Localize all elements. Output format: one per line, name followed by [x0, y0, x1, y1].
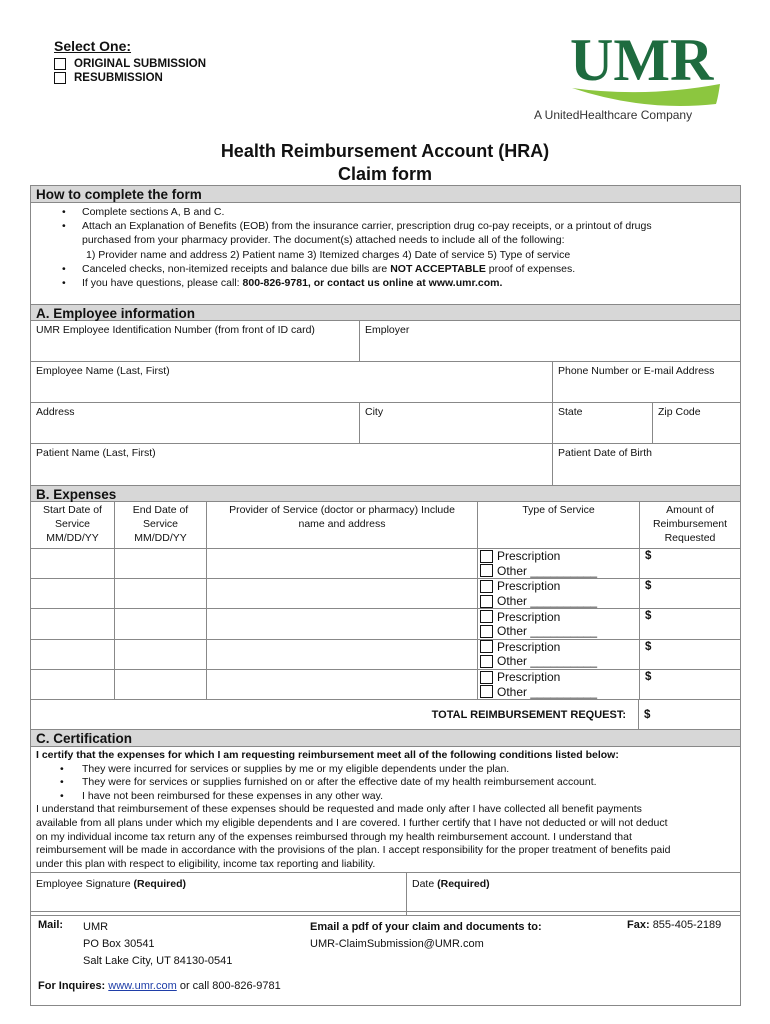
section-a-heading: A. Employee information	[31, 304, 740, 321]
prescription-label: Prescription	[497, 549, 561, 564]
date-field[interactable]: Date (Required)	[412, 877, 490, 890]
start-date-input[interactable]	[31, 609, 115, 638]
form-title	[0, 140, 770, 186]
other-option[interactable]	[480, 594, 639, 609]
prescription-label: Prescription	[497, 639, 561, 654]
resubmission-option[interactable]	[54, 71, 206, 85]
other-option[interactable]	[480, 684, 639, 699]
claim-form	[30, 185, 741, 916]
certification-intro: I certify that the expenses for which I am requesting reimbursement meet all of the following conditions listed below:	[36, 748, 619, 761]
howto-item: • Attach an Explanation of Benefits (EOB) from the insurance carrier, prescription drug co-pay receipts, or a printout of drugs	[31, 219, 740, 233]
expense-row	[31, 549, 740, 579]
prescription-label: Prescription	[497, 579, 561, 594]
prescription-label: Prescription	[497, 609, 561, 624]
signature-row	[31, 872, 740, 915]
type-of-service-cell	[478, 670, 640, 699]
amount-input[interactable]: $	[645, 580, 652, 593]
prescription-option[interactable]	[480, 579, 639, 594]
original-submission-option[interactable]	[54, 57, 206, 71]
howto-item: • Canceled checks, non-itemized receipts and balance due bills are NOT ACCEPTABLE proof of expenses.	[31, 262, 740, 276]
end-date-input[interactable]	[115, 670, 207, 699]
certification-para: reimbursement will be made in accordance with the provisions of the plan. I accept responsibility for the proper treatment of benefits paid	[36, 844, 671, 857]
expense-rows	[31, 549, 740, 700]
col-type: Type of Service	[478, 502, 640, 548]
provider-input[interactable]	[207, 549, 478, 578]
section-a-row-3	[31, 403, 740, 444]
employer-field[interactable]: Employer	[365, 324, 410, 336]
certification-item: • I have not been reimbursed for these expenses in any other way.	[36, 790, 735, 804]
fax-number: 855-405-2189	[652, 919, 722, 931]
other-option[interactable]	[480, 624, 639, 639]
inquiries-line	[38, 980, 281, 992]
original-submission-label: ORIGINAL SUBMISSION	[74, 58, 207, 70]
umr-id-field[interactable]: UMR Employee Identification Number (from front of ID card)	[31, 321, 360, 361]
col-provider: Provider of Service (doctor or pharmacy) Include name and address	[207, 502, 478, 548]
prescription-option[interactable]	[480, 670, 639, 685]
howto-instructions	[31, 203, 740, 304]
provider-input[interactable]	[207, 640, 478, 669]
col-start-date: Start Date of Service MM/DD/YY	[31, 502, 115, 548]
select-one-label: Select One:	[54, 38, 132, 54]
prescription-option[interactable]	[480, 609, 639, 624]
other-label: Other __________	[497, 563, 598, 578]
title-line-2: Claim form	[337, 164, 433, 184]
section-a-row-2	[31, 362, 740, 403]
certification-para: I understand that reimbursement of these expenses should be requested and made only after I have collected all benefit payments	[36, 803, 642, 816]
umr-logo	[534, 20, 734, 128]
prescription-checkbox[interactable]	[480, 550, 493, 563]
other-option[interactable]	[480, 564, 639, 579]
logo-tagline: A UnitedHealthcare Company	[534, 108, 693, 122]
umr-website-link[interactable]: www.umr.com	[108, 980, 177, 992]
inquiries-label: For Inquires:	[38, 980, 106, 992]
start-date-input[interactable]	[31, 579, 115, 608]
section-a-row-1	[31, 321, 740, 362]
provider-input[interactable]	[207, 670, 478, 699]
other-label: Other __________	[497, 684, 598, 699]
total-amount-field[interactable]: $	[644, 708, 651, 721]
col-end-date: End Date of Service MM/DD/YY	[115, 502, 207, 548]
certification-para: under this plan with respect to eligibility, income tax reporting and liability.	[36, 857, 376, 870]
patient-name-field[interactable]: Patient Name (Last, First)	[31, 444, 553, 485]
amount-input[interactable]: $	[645, 550, 652, 562]
zip-field[interactable]: Zip Code	[658, 406, 701, 418]
other-checkbox[interactable]	[480, 655, 493, 668]
employee-name-field[interactable]: Employee Name (Last, First)	[31, 362, 553, 402]
provider-input[interactable]	[207, 579, 478, 608]
other-option[interactable]	[480, 654, 639, 669]
col-amount: Amount of Reimbursement Requested	[652, 504, 728, 544]
prescription-checkbox[interactable]	[480, 610, 493, 623]
state-field[interactable]: State	[553, 403, 653, 443]
prescription-checkbox[interactable]	[480, 640, 493, 653]
other-checkbox[interactable]	[480, 595, 493, 608]
certification-item: • They were incurred for services or supplies by me or my eligible dependents under the plan.	[36, 763, 735, 777]
expense-row	[31, 579, 740, 609]
email-label: Email a pdf of your claim and documents to:	[310, 921, 542, 933]
end-date-input[interactable]	[115, 579, 207, 608]
other-label: Other __________	[497, 594, 598, 609]
total-row	[31, 700, 740, 730]
fax-block	[627, 919, 721, 931]
submission-info-box	[30, 911, 741, 1006]
end-date-input[interactable]	[115, 640, 207, 669]
email-block	[310, 919, 542, 953]
prescription-option[interactable]	[480, 549, 639, 564]
city-field[interactable]: City	[360, 403, 553, 443]
howto-item-list: 1) Provider name and address 2) Patient name 3) Itemized charges 4) Date of service 5) Type of service	[86, 248, 571, 261]
prescription-label: Prescription	[497, 670, 561, 685]
prescription-checkbox[interactable]	[480, 580, 493, 593]
amount-input[interactable]: $	[645, 640, 652, 653]
amount-input[interactable]: $	[645, 670, 652, 683]
other-checkbox[interactable]	[480, 564, 493, 577]
title-line-1: Health Reimbursement Account (HRA)	[220, 141, 550, 161]
type-of-service-cell	[478, 549, 640, 578]
umr-logo-mark	[534, 20, 734, 108]
other-label: Other __________	[497, 654, 598, 669]
howto-item: • Complete sections A, B and C.	[31, 205, 740, 219]
type-of-service-cell	[478, 640, 640, 669]
address-field[interactable]: Address	[31, 403, 360, 443]
expense-row	[31, 640, 740, 670]
other-checkbox[interactable]	[480, 625, 493, 638]
howto-heading: How to complete the form	[31, 186, 740, 203]
section-c-heading: C. Certification	[31, 730, 740, 747]
certification-text	[31, 747, 740, 872]
certification-para: on my individual income tax return any of the expenses reimbursed through my health reimbursement account. I understand that	[36, 830, 632, 843]
expense-row	[31, 609, 740, 639]
expenses-header-row	[31, 502, 740, 549]
section-a-row-4	[31, 444, 740, 485]
mail-label: Mail:	[38, 919, 64, 931]
original-submission-checkbox[interactable]	[54, 58, 66, 70]
end-date-input[interactable]	[115, 609, 207, 638]
fax-label: Fax:	[627, 919, 650, 931]
section-b-heading: B. Expenses	[31, 485, 740, 502]
submission-type-selector	[54, 38, 206, 85]
resubmission-label: RESUBMISSION	[74, 72, 163, 84]
phone-email-field[interactable]: Phone Number or E-mail Address	[558, 365, 715, 377]
total-label: TOTAL REIMBURSEMENT REQUEST:	[31, 700, 639, 729]
signature-field[interactable]: Employee Signature (Required)	[31, 873, 407, 915]
prescription-option[interactable]	[480, 640, 639, 655]
certification-item: • They were for services or supplies furnished on or after the effective date of my health reimbursement account.	[36, 776, 735, 790]
howto-item-cont: purchased from your pharmacy provider. The document(s) attached needs to include all of the following:	[82, 234, 565, 247]
end-date-input[interactable]	[115, 549, 207, 578]
patient-dob-field[interactable]: Patient Date of Birth	[558, 447, 652, 459]
start-date-input[interactable]	[31, 670, 115, 699]
other-label: Other __________	[497, 624, 598, 639]
logo-text: UMR	[570, 27, 714, 93]
provider-input[interactable]	[207, 609, 478, 638]
amount-input[interactable]: $	[645, 610, 652, 623]
type-of-service-cell	[478, 609, 640, 638]
inquiries-phone: or call 800-826-9781	[179, 980, 281, 992]
email-address[interactable]: UMR-ClaimSubmission@UMR.com	[310, 938, 484, 950]
expense-row	[31, 670, 740, 700]
mail-address: UMR PO Box 30541 Salt Lake City, UT 84130-0541	[83, 921, 233, 967]
start-date-input[interactable]	[31, 549, 115, 578]
certification-para: available from all plans under which my eligible dependents and I are covered. I further certify that I have not deducted or will not deduct	[36, 816, 668, 829]
start-date-input[interactable]	[31, 640, 115, 669]
prescription-checkbox[interactable]	[480, 671, 493, 684]
resubmission-checkbox[interactable]	[54, 72, 66, 84]
other-checkbox[interactable]	[480, 685, 493, 698]
howto-item: • If you have questions, please call: 800-826-9781, or contact us online at www.umr.com.	[31, 276, 740, 290]
type-of-service-cell	[478, 579, 640, 608]
